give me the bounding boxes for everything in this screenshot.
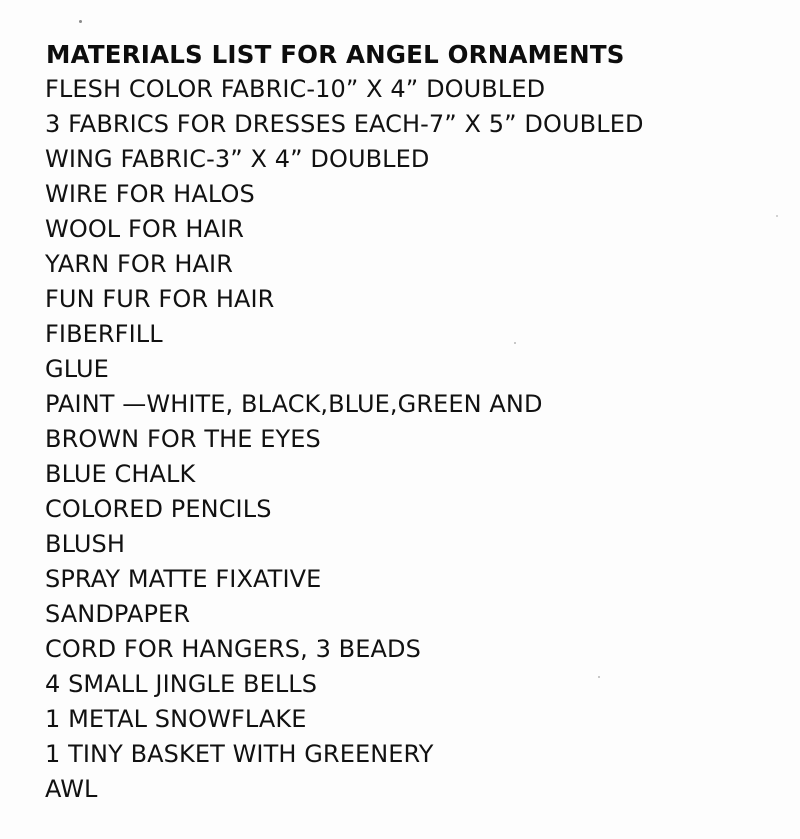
list-item: WIRE FOR HALOS <box>45 180 255 208</box>
list-item: PAINT —WHITE, BLACK,BLUE,GREEN AND <box>45 390 543 418</box>
scan-speck <box>776 215 778 217</box>
list-item: CORD FOR HANGERS, 3 BEADS <box>45 635 421 663</box>
list-item: 1 METAL SNOWFLAKE <box>45 705 307 733</box>
list-item: FUN FUR FOR HAIR <box>45 285 275 313</box>
scan-speck <box>79 20 82 23</box>
list-item: AWL <box>45 775 98 803</box>
materials-list <box>45 72 644 807</box>
list-item: SANDPAPER <box>45 600 191 628</box>
list-item: FIBERFILL <box>45 320 163 348</box>
list-item: YARN FOR HAIR <box>45 250 233 278</box>
list-item: 4 SMALL JINGLE BELLS <box>45 670 318 698</box>
list-item: COLORED PENCILS <box>45 495 272 523</box>
list-item: 1 TINY BASKET WITH GREENERY <box>45 740 434 768</box>
list-item: GLUE <box>45 355 109 383</box>
list-item: WOOL FOR HAIR <box>45 215 245 243</box>
list-item: FLESH COLOR FABRIC-10” X 4” DOUBLED <box>45 75 546 103</box>
list-item: BROWN FOR THE EYES <box>45 425 321 453</box>
list-item: WING FABRIC-3” X 4” DOUBLED <box>45 145 430 173</box>
list-item: SPRAY MATTE FIXATIVE <box>45 565 322 593</box>
list-item: BLUSH <box>45 530 125 558</box>
list-item: 3 FABRICS FOR DRESSES EACH-7” X 5” DOUBLED <box>45 110 644 138</box>
list-item: BLUE CHALK <box>45 460 196 488</box>
document-title: MATERIALS LIST FOR ANGEL ORNAMENTS <box>46 40 625 69</box>
